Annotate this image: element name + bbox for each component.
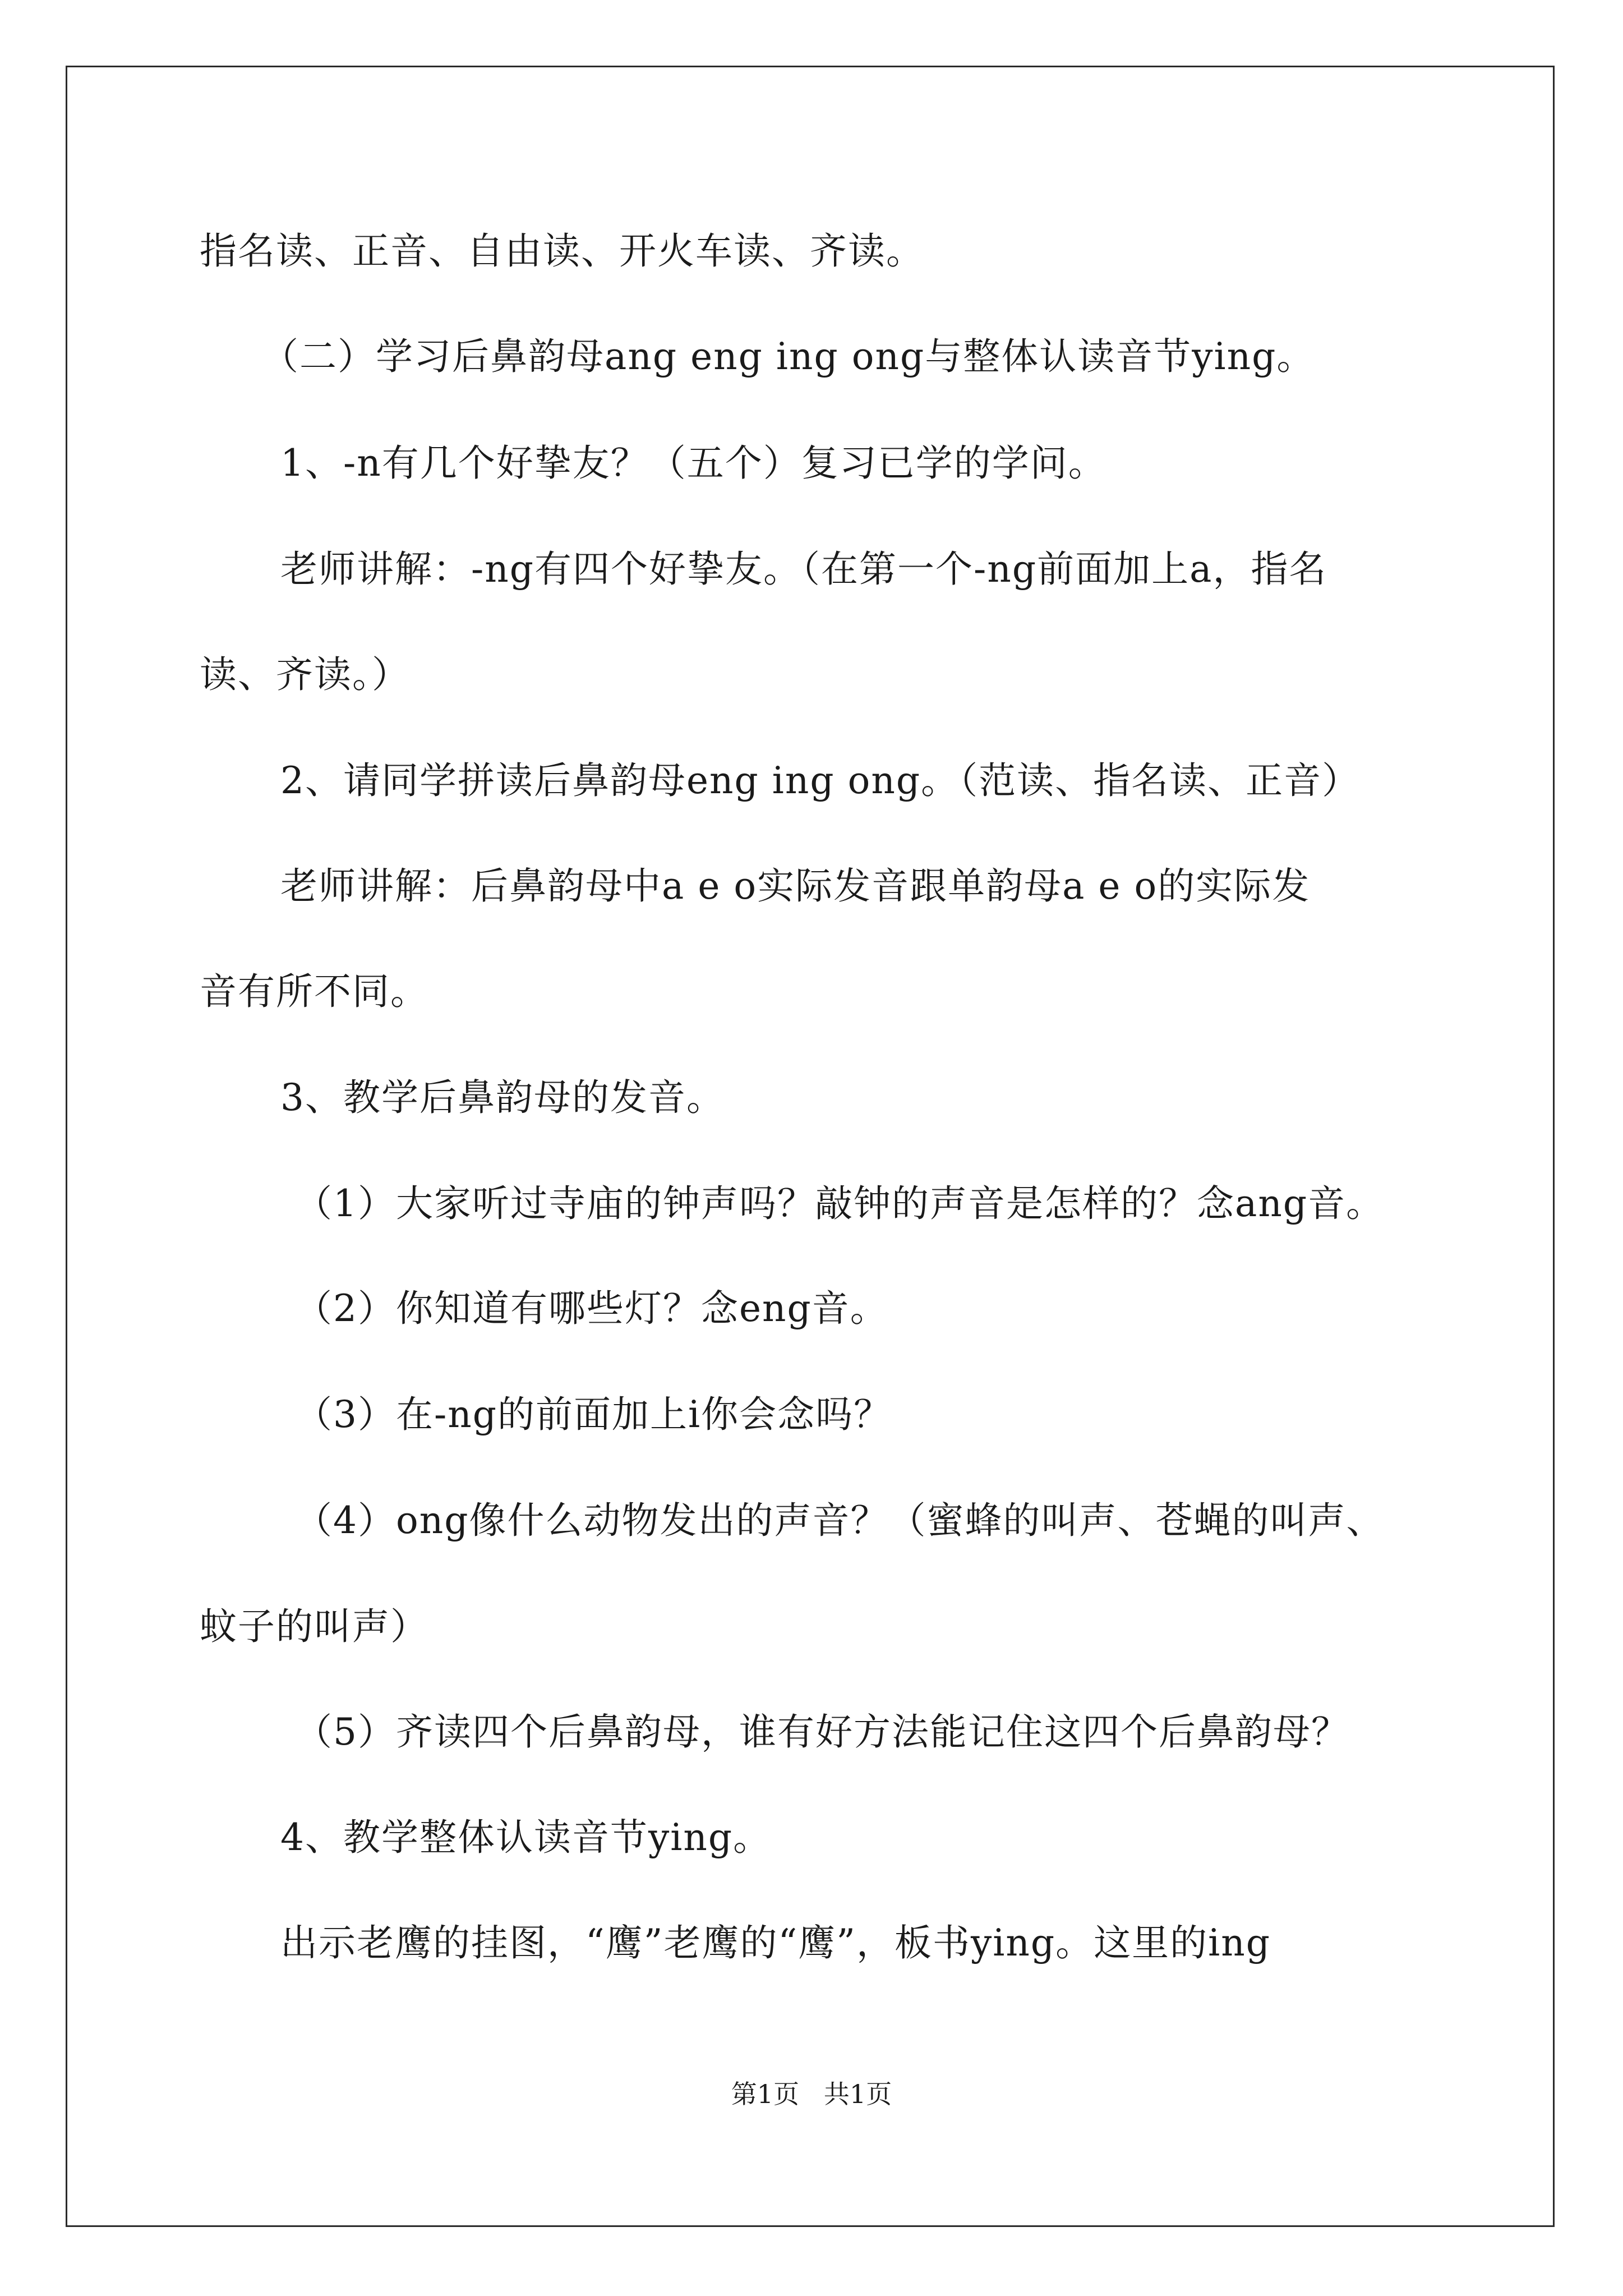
page-border xyxy=(66,66,1555,2227)
text-line-2: （二）学习后鼻韵母ang eng ing ong与整体认读音节ying。 xyxy=(261,335,1315,378)
text-line-13: （4）ong像什么动物发出的声音？（蜜蜂的叫声、苍蝇的叫声、 xyxy=(295,1499,1385,1542)
text-line-11: （2）你知道有哪些灯？念eng音。 xyxy=(295,1287,888,1330)
text-line-6: 2、请同学拼读后鼻韵母eng ing ong。（范读、指名读、正音） xyxy=(280,759,1361,802)
text-line-5: 读、齐读。） xyxy=(200,653,410,696)
text-line-17: 出示老鹰的挂图，“鹰”老鹰的“鹰”，板书ying。这里的ing xyxy=(280,1921,1271,1964)
text-line-10: （1）大家听过寺庙的钟声吗？敲钟的声音是怎样的？念ang音。 xyxy=(295,1182,1385,1225)
text-line-15: （5）齐读四个后鼻韵母，谁有好方法能记住这四个后鼻韵母？ xyxy=(295,1710,1349,1754)
text-line-3: 1、-n有几个好挚友？（五个）复习已学的学问。 xyxy=(280,441,1106,485)
text-line-16: 4、教学整体认读音节ying。 xyxy=(280,1816,772,1859)
page-footer: 第1页 共1页 xyxy=(731,2079,892,2109)
text-line-4: 老师讲解：-ng有四个好挚友。（在第一个-ng前面加上a，指名 xyxy=(280,547,1327,591)
text-line-14: 蚊子的叫声） xyxy=(200,1605,428,1648)
text-line-12: （3）在-ng的前面加上i你会念吗？ xyxy=(295,1393,892,1436)
text-line-9: 3、教学后鼻韵母的发音。 xyxy=(280,1076,725,1119)
text-line-7: 老师讲解：后鼻韵母中a e o实际发音跟单韵母a e o的实际发 xyxy=(280,864,1311,908)
text-line-8: 音有所不同。 xyxy=(200,970,428,1013)
text-line-1: 指名读、正音、自由读、开火车读、齐读。 xyxy=(200,229,924,273)
